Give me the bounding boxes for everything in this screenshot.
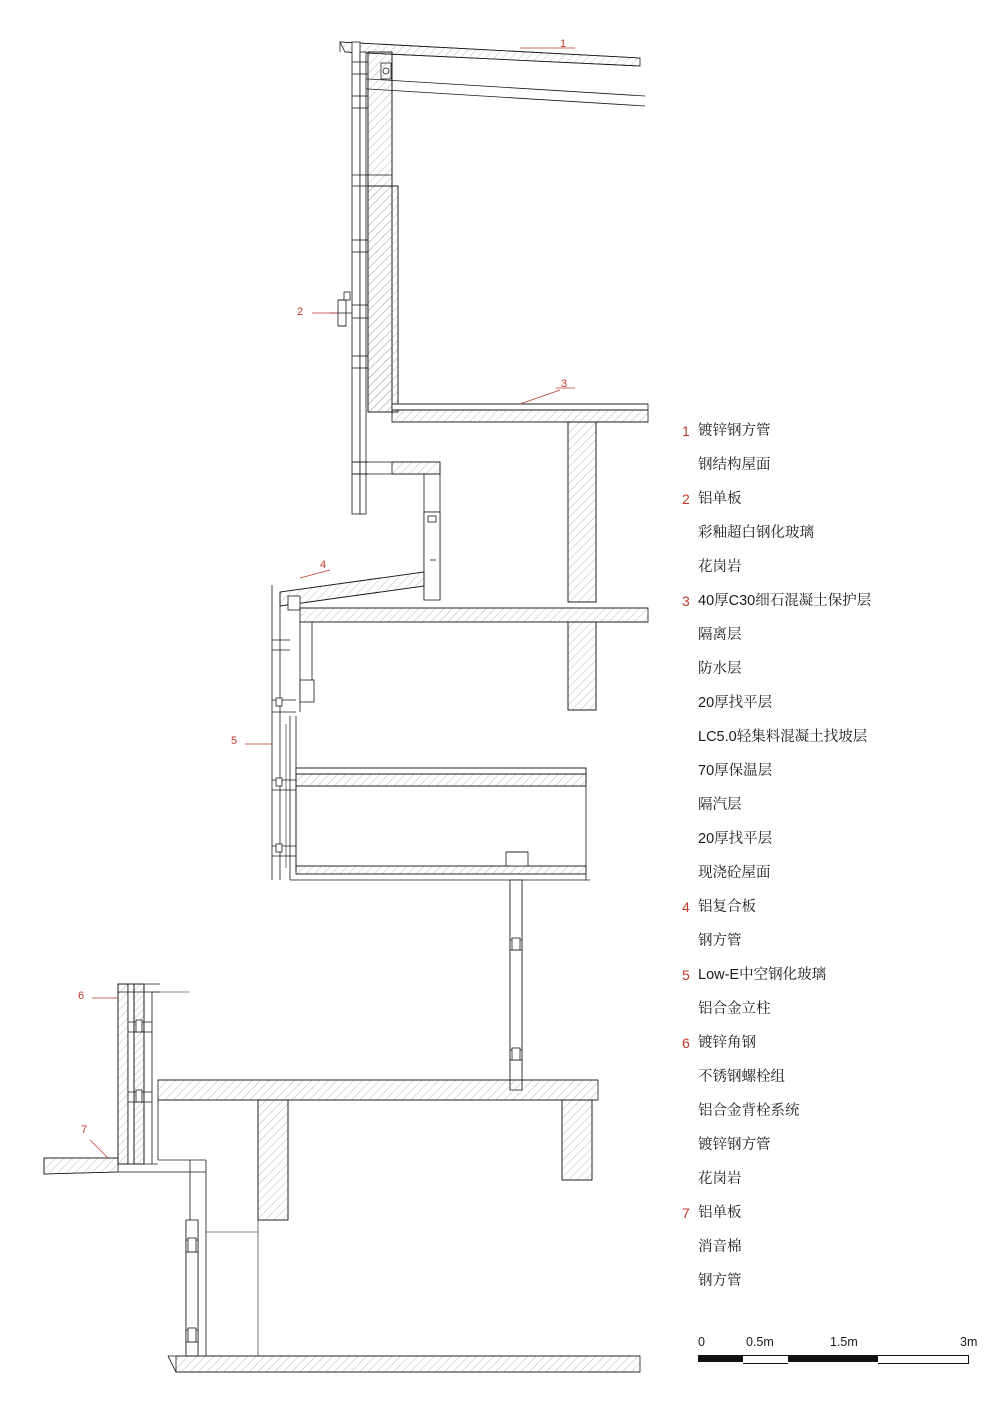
legend-item: [682, 992, 982, 1026]
legend-item: [682, 754, 982, 788]
lower-glazing: [186, 1220, 258, 1356]
legend-label: 20厚找平层: [698, 831, 773, 847]
legend-item: [682, 1196, 982, 1230]
legend-item: [682, 890, 982, 924]
legend-item: [682, 652, 982, 686]
legend-label: 铝复合板: [698, 899, 756, 915]
legend-item: [682, 822, 982, 856]
legend-label: 现浇砼屋面: [698, 865, 771, 881]
legend-label: 20厚找平层: [698, 695, 773, 711]
curtain-glass-5: [245, 585, 296, 880]
scale-segment: [743, 1355, 788, 1364]
ground-line: [168, 1356, 640, 1372]
legend-item: [682, 584, 982, 618]
legend-item: [682, 1162, 982, 1196]
legend-item: [682, 414, 982, 448]
callout-3: 3: [561, 378, 568, 390]
legend-label: 铝合金立柱: [698, 1001, 771, 1017]
scale-tick-3: 3m: [960, 1335, 978, 1349]
legend-label: 防水层: [698, 661, 742, 677]
legend-item: [682, 686, 982, 720]
legend-label: 隔离层: [698, 627, 742, 643]
legend-label: 铝单板: [698, 1205, 742, 1221]
legend-number: 1: [682, 423, 690, 439]
legend-label: 不锈钢螺栓组: [698, 1069, 785, 1085]
legend-number: 5: [682, 967, 690, 983]
scale-tick-05: 0.5m: [746, 1335, 774, 1349]
legend-list: [682, 414, 982, 1298]
scale-labels: [698, 1335, 978, 1351]
legend-item: [682, 1264, 982, 1298]
legend-label: 镀锌角钢: [698, 1035, 756, 1051]
scale-segment: [698, 1355, 743, 1362]
drop-column: [510, 880, 522, 1090]
legend-item: [682, 550, 982, 584]
legend-item: [682, 1128, 982, 1162]
scale-bar-graphic: [698, 1355, 978, 1362]
legend-label: LC5.0轻集料混凝土找坡层: [698, 729, 868, 745]
legend-item: [682, 1094, 982, 1128]
legend-label: 镀锌钢方管: [698, 1137, 771, 1153]
legend-number: 4: [682, 899, 690, 915]
legend-number: 3: [682, 593, 690, 609]
legend-number: 7: [682, 1205, 690, 1221]
callout-7: 7: [81, 1124, 88, 1136]
callout-1: 1: [560, 38, 567, 50]
callout-6: 6: [78, 990, 85, 1002]
legend-number: 6: [682, 1035, 690, 1051]
legend-label: 40厚C30细石混凝土保护层: [698, 593, 872, 609]
upper-curtain-wall: [312, 42, 398, 514]
legend-item: [682, 1230, 982, 1264]
legend-item: [682, 788, 982, 822]
scale-bar: [698, 1335, 978, 1362]
legend-item: [682, 1060, 982, 1094]
legend-label: 钢结构屋面: [698, 457, 771, 473]
scale-segment: [788, 1355, 878, 1362]
callout-4: 4: [320, 559, 327, 571]
legend-label: 消音棉: [698, 1239, 742, 1255]
legend-label: 铝合金背栓系统: [698, 1103, 800, 1119]
legend-item: [682, 1026, 982, 1060]
legend-label: 钢方管: [698, 1273, 742, 1289]
legend-label: 70厚保温层: [698, 763, 773, 779]
legend-label: 彩釉超白钢化玻璃: [698, 525, 814, 541]
callout-5: 5: [231, 735, 238, 747]
lower-floor-slab: [158, 1080, 598, 1230]
legend-label: 镀锌钢方管: [698, 423, 771, 439]
legend-item: [682, 856, 982, 890]
legend-label: 铝单板: [698, 491, 742, 507]
legend-item: [682, 958, 982, 992]
legend-item: [682, 516, 982, 550]
legend-item: [682, 924, 982, 958]
legend-item: [682, 720, 982, 754]
legend-item: [682, 448, 982, 482]
legend-label: 花岗岩: [698, 559, 742, 575]
legend-label: 花岗岩: [698, 1171, 742, 1187]
canopy-4: [280, 570, 424, 610]
legend-number: 2: [682, 491, 690, 507]
legend-label: 隔汽层: [698, 797, 742, 813]
mid-slab: [300, 608, 648, 712]
scale-tick-0: 0: [698, 1335, 705, 1349]
legend-label: 钢方管: [698, 933, 742, 949]
scale-segment: [878, 1355, 969, 1364]
legend-item: [682, 618, 982, 652]
lower-roof-buildup: [290, 768, 590, 880]
legend-item: [682, 482, 982, 516]
granite-cladding-6: [92, 984, 190, 1164]
legend-label: Low-E中空钢化玻璃: [698, 967, 827, 983]
scale-tick-15: 1.5m: [830, 1335, 858, 1349]
callout-2: 2: [297, 306, 304, 318]
